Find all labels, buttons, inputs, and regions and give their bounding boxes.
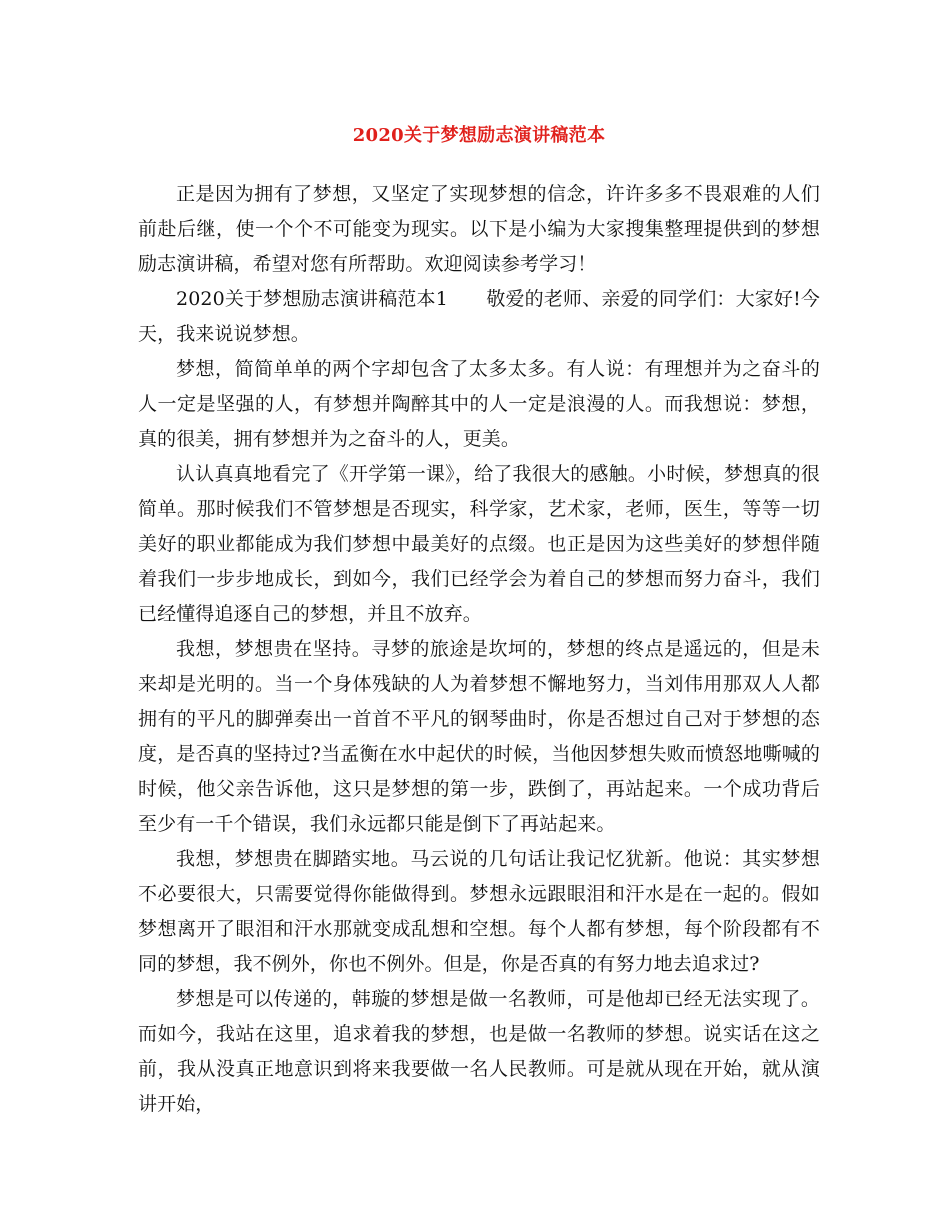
paragraph-meaning: 梦想，简简单单的两个字却包含了太多太多。有人说：有理想并为之奋斗的人一定是坚强的人，有梦想并陶醉其中的人一定是浪漫的人。而我想说：梦想，真的很美，拥有梦想并为之奋斗的人，更美。 [138, 358, 820, 450]
document-title: 2020关于梦想励志演讲稿范本 [352, 125, 606, 146]
document-body [138, 177, 820, 1122]
paragraph-down-to-earth: 我想，梦想贵在脚踏实地。马云说的几句话让我记忆犹新。他说：其实梦想不必要很大，只需要觉得你能做得到。梦想永远跟眼泪和汗水是在一起的。假如梦想离开了眼泪和汗水那就变成乱想和空想。每个人都有梦想，每个阶段都有不同的梦想，我不例外，你也不例外。但是，你是否真的有努力地去追求过? [138, 848, 820, 975]
paragraph-greeting: 2020关于梦想励志演讲稿范本1 敬爱的老师、亲爱的同学们：大家好!今天，我来说说梦想。 [138, 288, 820, 345]
paragraph-intro: 正是因为拥有了梦想，又坚定了实现梦想的信念，许许多多不畏艰难的人们前赴后继，使一个个不可能变为现实。以下是小编为大家搜集整理提供到的梦想励志演讲稿，希望对您有所帮助。欢迎阅读参考学习！ [138, 183, 820, 275]
paragraph-first-lesson: 认认真真地看完了《开学第一课》，给了我很大的感触。小时候，梦想真的很简单。那时候我们不管梦想是否现实，科学家，艺术家，老师，医生，等等一切美好的职业都能成为我们梦想中最美好的点缀。也正是因为这些美好的梦想伴随着我们一步步地成长，到如今，我们已经学会为着自己的梦想而努力奋斗，我们已经懂得追逐自己的梦想，并且不放弃。 [138, 463, 820, 625]
paragraph-persistence: 我想，梦想贵在坚持。寻梦的旅途是坎坷的，梦想的终点是遥远的，但是未来却是光明的。当一个身体残缺的人为着梦想不懈地努力，当刘伟用那双人人都拥有的平凡的脚弹奏出一首首不平凡的钢琴曲时，你是否想过自己对于梦想的态度，是否真的坚持过?当孟衡在水中起伏的时候，当他因梦想失败而愤怒地嘶喊的时候，他父亲告诉他，这只是梦想的第一步，跌倒了，再站起来。一个成功背后至少有一千个错误，我们永远都只能是倒下了再站起来。 [138, 638, 820, 835]
paragraph-passing-on: 梦想是可以传递的，韩璇的梦想是做一名教师，可是他却已经无法实现了。而如今，我站在这里，追求着我的梦想，也是做一名教师的梦想。说实话在这之前，我从没真正地意识到将来我要做一名人民教师。可是就从现在开始，就从演讲开始， [138, 988, 820, 1115]
